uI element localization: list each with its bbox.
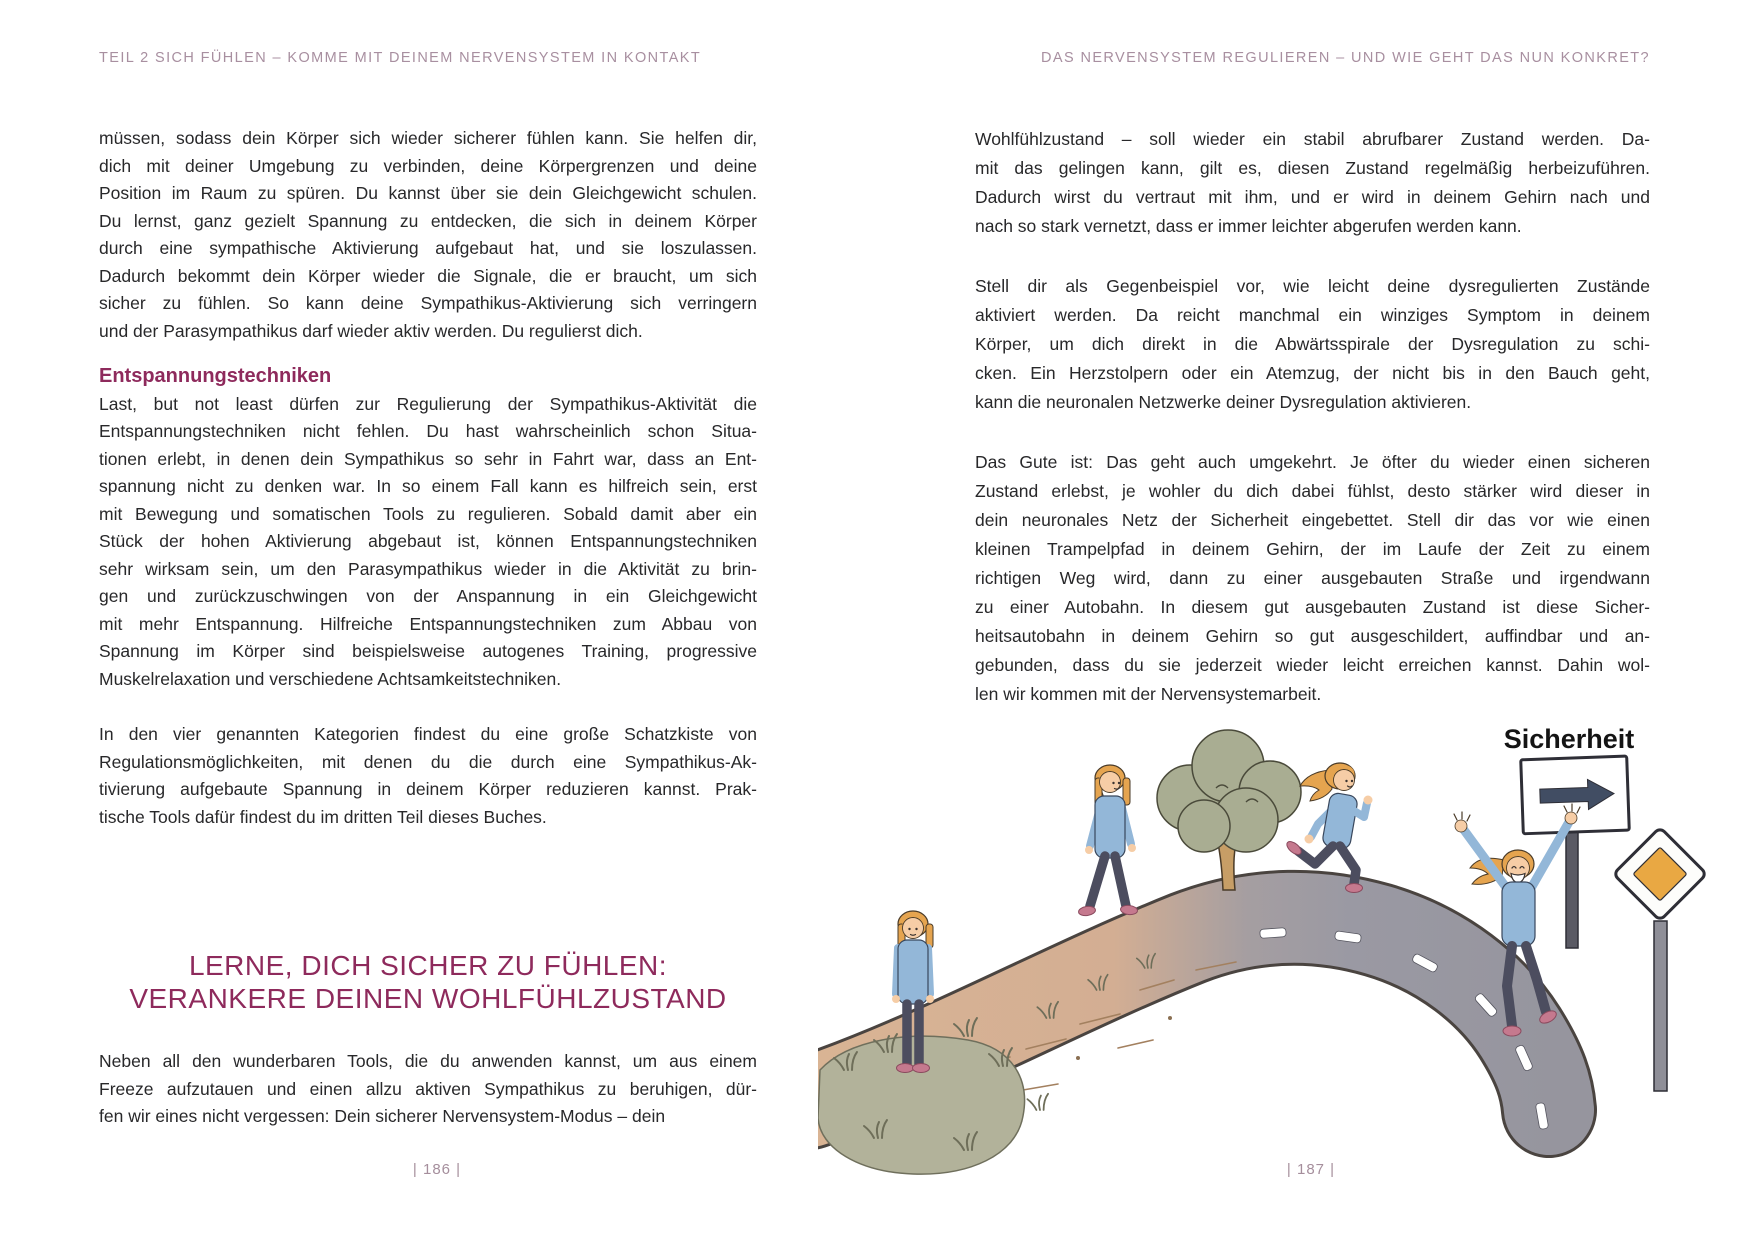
text-line: mit das gelingen kann, gilt es, diesen Zustand regelmäßig herbeizuführen.	[975, 158, 1650, 178]
text-line: dein neuronales Netz der Sicherheit eingebettet. Stell dir das vor wie einen	[975, 510, 1650, 530]
text-line: Last, but not least dürfen zur Regulierung der Sympathikus-Aktivität die	[99, 393, 757, 414]
text-line: gen und zurückzuschwingen von der Anspannung in ein Gleichgewicht	[99, 586, 757, 606]
section-heading-line1: LERNE, DICH SICHER ZU FÜHLEN:	[188, 950, 668, 981]
page-number-right: | 187 |	[1286, 1161, 1336, 1178]
paragraph	[99, 391, 757, 694]
running-head-left: TEIL 2 SICH FÜHLEN – KOMME MIT DEINEM NERVENSYSTEM IN KONTAKT	[99, 50, 702, 66]
left-text-column	[99, 125, 757, 1131]
section-heading	[99, 949, 757, 1015]
text-line: Wohlfühlzustand – soll wieder ein stabil abrufbarer Zustand werden. Da-	[975, 129, 1650, 149]
text-line: spannung nicht zu denken war. In so einem Fall kann es hilfreich sein, erst	[99, 476, 757, 496]
paragraph	[99, 125, 757, 345]
paragraph	[99, 1048, 757, 1131]
page-number-left: | 186 |	[412, 1161, 462, 1178]
path-to-safety-illustration	[818, 718, 1748, 1196]
text-line: tivierung aufgebaute Spannung in deinem Körper reduzieren kannst. Prak-	[99, 779, 757, 799]
section-heading-line2: VERANKERE DEINEN WOHLFÜHLZUSTAND	[129, 983, 727, 1014]
text-line: Spannung im Körper sind beispielsweise autogenes Training, progressive	[99, 641, 757, 661]
text-line: Neben all den wunderbaren Tools, die du anwenden kannst, um aus einem	[99, 1051, 757, 1071]
text-line: Dadurch wirst du vertraut mit ihm, und er wird in deinem Gehirn nach und	[975, 187, 1650, 207]
text-line: Stück der hohen Aktivierung abgebaut ist, können Entspannungstechniken	[99, 531, 757, 551]
text-line: sehr wirksam sein, um den Parasympathikus wieder in die Aktivität zu brin-	[99, 558, 757, 579]
text-line: cken. Ein Herzstolpern oder ein Atemzug, der nicht bis in den Bauch geht,	[975, 363, 1650, 383]
text-line: Das Gute ist: Das geht auch umgekehrt. Je öfter du wieder einen sicheren	[975, 452, 1650, 472]
paragraph	[99, 721, 757, 831]
priority-road-sign	[1613, 827, 1706, 1091]
text-line: zu einer Autobahn. In diesem gut ausgebauten Zustand ist diese Sicher-	[975, 597, 1650, 617]
text-line: tionen erlebt, in denen dein Sympathikus so sehr in Fahrt war, dass an Ent-	[99, 448, 757, 469]
text-line: Regulationsmöglichkeiten, mit denen du die durch eine Sympathikus-Ak-	[99, 751, 757, 772]
sicherheit-label: Sicherheit	[1503, 724, 1635, 754]
figure-walking-woman	[1078, 765, 1138, 917]
text-line: sicher zu fühlen. So kann deine Sympathikus-Aktivierung sich verringern	[99, 293, 757, 313]
text-line: gebunden, dass du sie jederzeit wieder leicht erreichen kannst. Dahin wol-	[975, 655, 1650, 675]
text-line: richtigen Weg wird, dann zu einer ausgebauten Straße und irgendwann	[975, 568, 1650, 588]
paragraph	[975, 125, 1650, 241]
text-line: Stell dir als Gegenbeispiel vor, wie leicht deine dysregulierten Zustände	[975, 276, 1650, 296]
text-line: müssen, sodass dein Körper sich wieder sicherer fühlen kann. Sie helfen dir,	[99, 128, 757, 148]
illustration-svg	[818, 718, 1748, 1196]
tree	[1157, 730, 1301, 890]
paragraph	[975, 272, 1650, 417]
text-line: Körper, um dich direkt in die Abwärtsspirale der Dysregulation zu schi-	[975, 334, 1650, 354]
text-line: Du lernst, ganz gezielt Spannung zu entdecken, die sich in deinem Körper	[99, 210, 757, 231]
running-head-right: DAS NERVENSYSTEM REGULIEREN – UND WIE GEHT DAS NUN KONKRET?	[1041, 50, 1650, 66]
text-line: mit mehr Entspannung. Hilfreiche Entspannungstechniken zum Abbau von	[99, 613, 757, 634]
text-line: Zustand erlebst, je wohler du dich dabei fühlst, desto stärker wird dieser in	[975, 481, 1650, 501]
text-line: Entspannungstechniken nicht fehlen. Du hast wahrscheinlich schon Situa-	[99, 421, 757, 441]
subheading-entspannungstechniken: Entspannungstechniken	[99, 365, 332, 387]
text-line: In den vier genannten Kategorien findest du eine große Schatzkiste von	[99, 724, 757, 744]
text-line: und der Parasympathikus darf wieder aktiv werden. Du regulierst dich.	[99, 320, 643, 341]
text-line: len wir kommen mit der Nervensystemarbeit.	[975, 684, 1322, 704]
paragraph	[975, 448, 1650, 709]
direction-sign	[1521, 756, 1630, 948]
text-line: mit Bewegung und somatischen Tools zu regulieren. Sobald damit aber ein	[99, 503, 757, 524]
text-line: durch eine sympathische Aktivierung aufgebaut hat, und sie loszulassen.	[99, 238, 757, 258]
text-line: heitsautobahn in deinem Gehirn so gut ausgeschildert, auffindbar und an-	[975, 626, 1650, 646]
text-line: Freeze aufzutauen und einen allzu aktiven Sympathikus zu beruhigen, dür-	[99, 1078, 757, 1099]
text-line: Muskelrelaxation und verschiedene Achtsamkeitstechniken.	[99, 668, 562, 689]
text-line: Dadurch bekommt dein Körper wieder die Signale, die er braucht, um sich	[99, 265, 757, 286]
text-line: kleinen Trampelpfad in deinem Gehirn, der im Laufe der Zeit zu einem	[975, 539, 1650, 559]
text-line: kann die neuronalen Netzwerke deiner Dysregulation aktivieren.	[975, 392, 1472, 412]
right-text-column	[975, 125, 1650, 709]
text-line: tische Tools dafür findest du im dritten Teil dieses Buches.	[99, 806, 547, 827]
text-line: fen wir eines nicht vergessen: Dein sicherer Nervensystem-Modus – dein	[99, 1106, 666, 1126]
text-line: Position im Raum zu spüren. Du kannst über sie dein Gleichgewicht schulen.	[99, 183, 757, 203]
text-line: aktiviert werden. Da reicht manchmal ein winziges Symptom in deinem	[975, 305, 1650, 325]
text-line: dich mit deiner Umgebung zu verbinden, deine Körpergrenzen und deine	[99, 155, 757, 176]
text-line: nach so stark vernetzt, dass er immer leichter abgerufen werden kann.	[975, 216, 1522, 236]
